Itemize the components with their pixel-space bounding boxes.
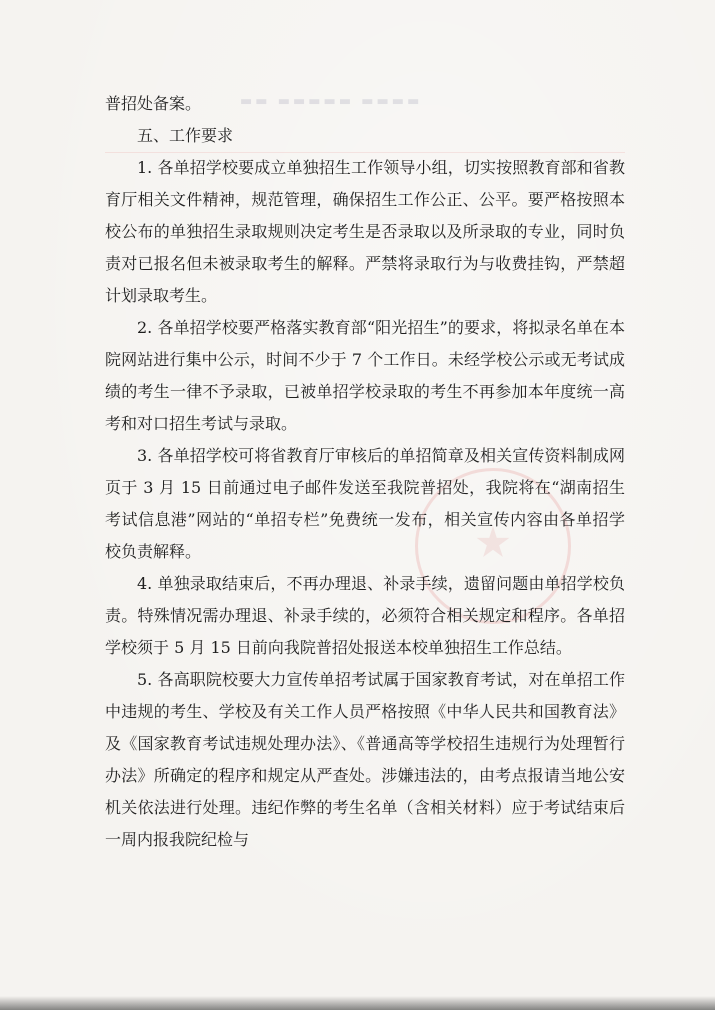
bleed-through-mark: ▬▬ ▬▬▬▬▬ ▬▬▬▬: [240, 94, 423, 109]
requirement-item-2: 2. 各单招学校要严格落实教育部“阳光招生”的要求，将拟录名单在本院网站进行集中公示，时间不少于 7 个工作日。未经学校公示或无考试成绩的考生一律不予录取，已被单招学校录取的考生不再参加本年度统一高考和对口招生考试与录取。: [105, 318, 625, 433]
requirement-item-5: 5. 各高职院校要大力宣传单招考试属于国家教育考试，对在单招工作中违规的考生、学校及有关工作人员严格按照《中华人民共和国教育法》及《国家教育考试违规处理办法》、《普通高等学校招生违规行为处理暂行办法》所确定的程序和规定从严查处。涉嫌违法的，由考点报请当地公安机关依法进行处理。违纪作弊的考生名单（含相关材料）应于考试结束后一周内报我院纪检与: [105, 670, 625, 849]
document-body: [105, 88, 625, 856]
section-heading: 五、工作要求: [137, 126, 234, 145]
scan-edge-shadow: [0, 996, 715, 1010]
requirement-item-1: 1. 各单招学校要成立单独招生工作领导小组，切实按照教育部和省教育厅相关文件精神，规范管理，确保招生工作公正、公平。要严格按照本校公布的单独招生录取规则决定考生是否录取以及所录取的专业，同时负责对已报名但未被录取考生的解释。严禁将录取行为与收费挂钩，严禁超计划录取考生。: [105, 158, 625, 305]
requirement-item-4: 4. 单独录取结束后，不再办理退、补录手续，遗留问题由单招学校负责。特殊情况需办理退、补录手续的，必须符合相关规定和程序。各单招学校须于 5 月 15 日前向我院普招处报送本校单独招生工作总结。: [105, 574, 625, 657]
paragraph-continuation: 普招处备案。: [105, 94, 202, 113]
requirement-item-3: 3. 各单招学校可将省教育厅审核后的单招简章及相关宣传资料制成网页于 3 月 15 日前通过电子邮件发送至我院普招处，我院将在“湖南招生考试信息港”网站的“单招专栏”免费统一发布，相关宣传内容由各单招学校负责解释。: [105, 446, 625, 561]
